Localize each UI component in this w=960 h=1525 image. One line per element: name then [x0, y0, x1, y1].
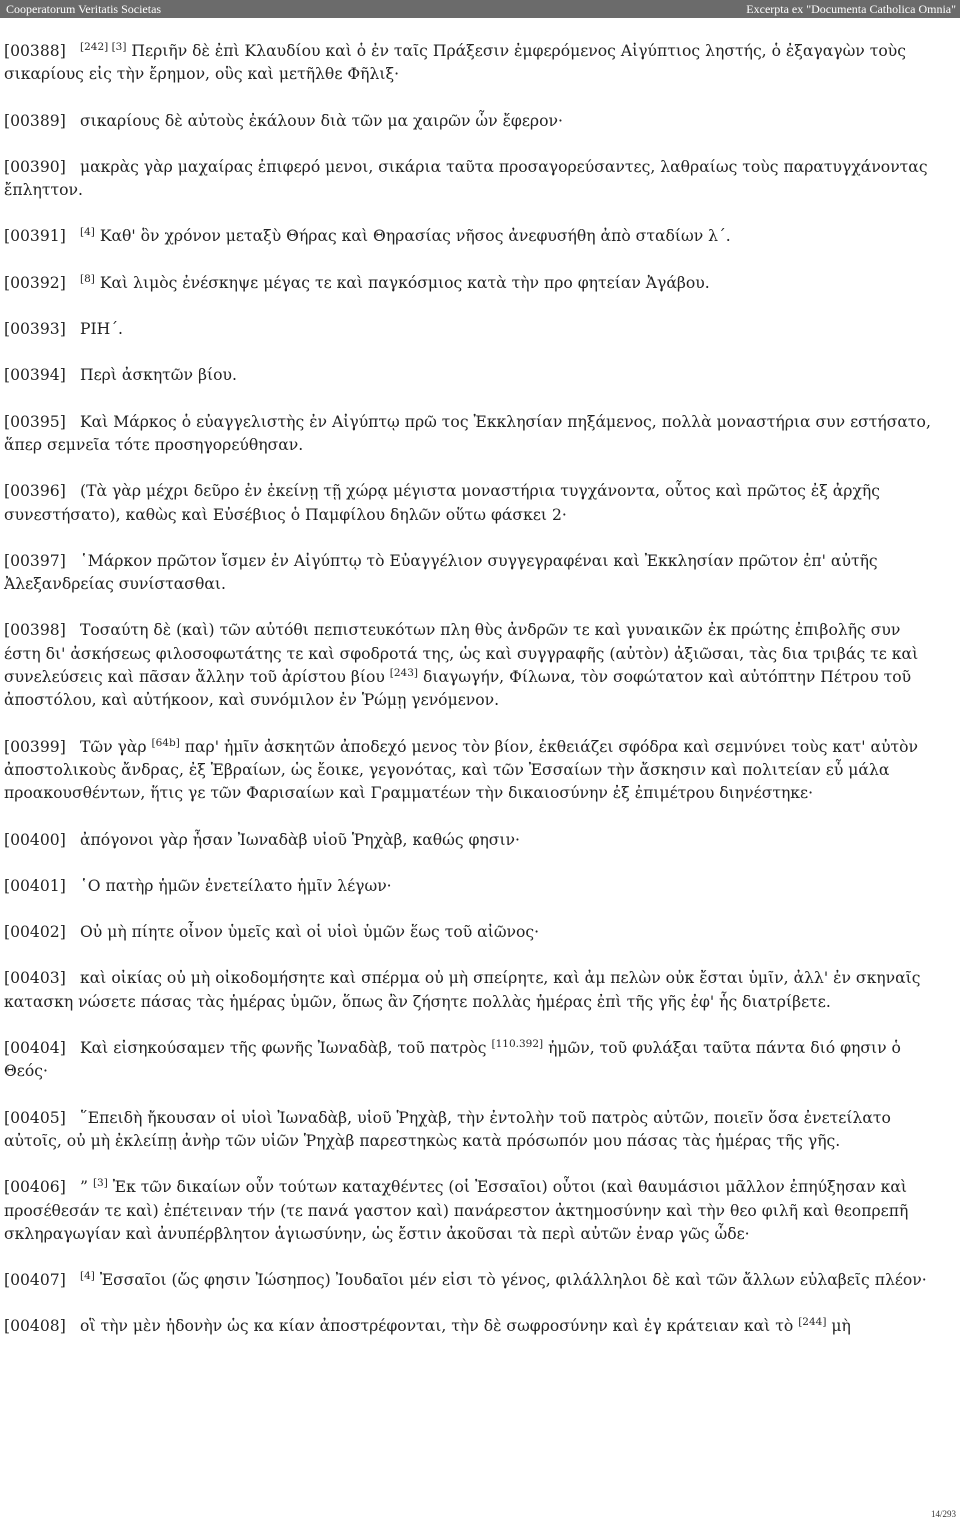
- paragraph-number: [00399]: [4, 737, 66, 756]
- paragraph-number: [00389]: [4, 111, 66, 130]
- paragraph-number: [00404]: [4, 1039, 66, 1058]
- paragraph-number: [00394]: [4, 366, 66, 385]
- paragraph: [4, 156, 934, 203]
- paragraph: [4, 225, 934, 248]
- header-source-title: Cooperatorum Veritatis Societas: [6, 2, 162, 16]
- paragraph-number: [00403]: [4, 969, 66, 988]
- paragraph-number: [00391]: [4, 227, 66, 246]
- paragraph-text: Τοσαύτη δὲ (καὶ) τῶν αὐτόθι πεπιστευκότων πλη θὺς ἀνδρῶν τε καὶ γυναικῶν ἐκ πρώτης ἐπιβολῆς συν έστη δι' ἀσκήσεως φιλοσοφωτάτης τε καὶ σφοδροτά της, ὡς καὶ συγγραφῆς (αὐτὸν) ἀξιῶσαι, τὰς δια τριβάς τε καὶ συνελεύσεις καὶ πᾶσαν ἄλλην τοῦ ἀρίστου βίου: [4, 621, 919, 687]
- paragraph-text: ῾Ο πατὴρ ἡμῶν ἐνετείλατο ἡμῖν λέγων·: [80, 876, 392, 895]
- paragraph: [4, 1176, 934, 1246]
- paragraph-text: Καθ' ὃν χρόνον μεταξὺ Θήρας καὶ Θηρασίας νῆσος ἀνεφυσήθη ἀπὸ σταδίων λ΄.: [94, 227, 731, 246]
- paragraph-number: [00408]: [4, 1317, 66, 1336]
- paragraph-number: [00405]: [4, 1108, 66, 1127]
- paragraph-number: [00407]: [4, 1271, 66, 1290]
- paragraph-text: ἡμῶν, τοῦ φυλάξαι ταῦτα πάντα διό φησιν ὁ Θεός·: [4, 1039, 901, 1081]
- paragraph: [4, 967, 934, 1014]
- paragraph: [4, 619, 934, 712]
- paragraph: [4, 480, 934, 527]
- paragraph: [4, 550, 934, 597]
- paragraph-text: μὴ: [826, 1317, 851, 1336]
- paragraph-text: ῾Μάρκον πρῶτον ἴσμεν ἐν Αἰγύπτῳ τὸ Εὐαγγέλιον συγγεγραφέναι καὶ Ἐκκλησίαν πρῶτον ἐπ' αὐτῆς Ἀλεξανδρείας συνίστασθαι.: [4, 551, 878, 594]
- paragraph: [4, 1269, 934, 1292]
- page-reference: [110.392]: [491, 1037, 544, 1050]
- paragraph-number: [00388]: [4, 42, 66, 60]
- paragraph: [4, 829, 934, 852]
- page-reference: [4]: [80, 226, 95, 239]
- paragraph-text: Οὐ μὴ πίητε οἶνον ὑμεῖς καὶ οἱ υἱοὶ ὑμῶν ἕως τοῦ αἰῶνος·: [80, 923, 540, 942]
- paragraph-text: μακρὰς γὰρ μαχαίρας ἐπιφερό μενοι, σικάρια ταῦτα προσαγορεύσαντες, λαθραίως τοὺς παρατυγχάνοντας ἔπληττον.: [4, 157, 928, 200]
- paragraph-text: Καὶ Μάρκος ὁ εὐαγγελιστὴς ἐν Αἰγύπτῳ πρῶ τος Ἐκκλησίαν πηξάμενος, πολλὰ μοναστήρια συν εστήσατο, ἅπερ σεμνεῖα τότε προσηγορεύθησαν.: [4, 412, 931, 454]
- paragraph-number: [00396]: [4, 482, 66, 501]
- paragraph-text: Ἐκ τῶν δικαίων οὖν τούτων καταχθέντες (οἱ Ἐσσαῖοι) οὗτοι (καὶ θαυμάσιοι μᾶλλον ἐπηύξησαν καὶ προσέθεσάν τε καὶ) ἐπέτειναν τήν (τε πανά γαστον καὶ) πανάρεστον ἀκτημοσύνην καὶ τὴν θεο φιλῆ καὶ θεοπρεπῆ σκληραγωγίαν καὶ ἀνυπέρβλητον ἁγιωσύνην, ὡς ἔστιν ἀκοῦσαι τὰ περὶ αὐτῶν ἐναρ γῶς ὧδε·: [4, 1178, 909, 1243]
- page-number: 14/293: [930, 1509, 956, 1519]
- paragraph: [4, 110, 934, 133]
- paragraph-text: (Τὰ γὰρ μέχρι δεῦρο ἐν ἐκείνῃ τῇ χώρᾳ μέγιστα μοναστήρια τυγχάνοντα, οὗτος καὶ πρῶτος ἐξ ἀρχῆς συνεστήσατο), καθὼς καὶ Εὐσέβιος ὁ Παμφίλου δηλῶν οὕτω φάσκει 2·: [4, 482, 880, 524]
- paragraph-text: Περὶ ἀσκητῶν βίου.: [80, 366, 237, 385]
- document-body: [4, 40, 934, 1362]
- header-bar: [0, 0, 960, 18]
- paragraph: [4, 272, 934, 295]
- paragraph: [4, 411, 934, 458]
- paragraph-number: [00402]: [4, 923, 66, 942]
- paragraph: [4, 736, 934, 806]
- paragraph-text: Περιῆν δὲ ἐπὶ Κλαυδίου καὶ ὁ ἐν ταῖς Πράξεσιν ἐμφερόμενος Αἰγύπτιος ληστής, ὁ ἐξαγαγὼν τοὺς σικαρίους εἰς τὴν ἔρημον, οὓς καὶ μετῆλθε Φῆλιξ·: [4, 42, 906, 84]
- header-excerpt-note: Excerpta ex "Documenta Catholica Omnia": [746, 2, 956, 16]
- page-reference: [64b]: [151, 736, 180, 749]
- paragraph-number: [00390]: [4, 157, 66, 176]
- page-reference: [3]: [92, 1177, 108, 1190]
- paragraph: [4, 921, 934, 944]
- page-reference: [4]: [80, 1269, 95, 1282]
- paragraph-number: [00395]: [4, 412, 66, 431]
- paragraph-text: ῞Επειδὴ ἤκουσαν οἱ υἱοὶ Ἰωναδὰβ, υἱοῦ Ῥηχὰβ, τὴν ἐντολὴν τοῦ πατρὸς αὐτῶν, ποιεῖν ὅσα ἐνετείλατο αὐτοῖς, οὐ μὴ ἐκλείπῃ ἀνὴρ τῶν υἱῶν Ῥηχὰβ παρεστηκὼς κατὰ πρόσωπόν μου πάσας τὰς ἡμέρας τῆς γῆς.: [4, 1108, 891, 1150]
- paragraph-number: [00406]: [4, 1178, 66, 1197]
- paragraph-text: ”: [80, 1178, 93, 1197]
- paragraph-number: [00392]: [4, 273, 66, 292]
- page-reference: [244]: [798, 1316, 827, 1329]
- paragraph-text: Καὶ λιμὸς ἐνέσκηψε μέγας τε καὶ παγκόσμιος κατὰ τὴν προ φητείαν Ἀγάβου.: [94, 273, 710, 292]
- paragraph-number: [00401]: [4, 876, 66, 895]
- paragraph: [4, 318, 934, 341]
- paragraph-number: [00398]: [4, 621, 66, 640]
- paragraph-text: διαγωγήν, Φίλωνα, τὸν σοφώτατον καὶ αὐτόπτην Πέτρου τοῦ ἀποστόλου, καὶ αὐτήκοον, καὶ συνόμιλον ἐν Ῥώμῃ γενόμενον.: [4, 668, 912, 710]
- page-reference: [8]: [80, 272, 95, 285]
- paragraph-text: παρ' ἡμῖν ἀσκητῶν ἀποδεχό μενος τὸν βίον, ἐκθειάζει σφόδρα καὶ σεμνύνει τοὺς κατ' αὐτὸν ἀποστολικοὺς ἄνδρας, ἐξ Ἑβραίων, ὡς ἔοικε, γεγονότας, καὶ τῶν Ἐσσαίων τὴν ἄσκησιν καὶ πολιτείαν εὖ μάλα προακουσθέντων, ἥτις γε τῶν Φαρισαίων καὶ Γραμματέων τὴν δικαιοσύνην ἐξ ἐπιμέτρου διηνέστηκε·: [4, 737, 919, 803]
- paragraph-text: ἀπόγονοι γὰρ ἦσαν Ἰωναδὰβ υἱοῦ Ῥηχὰβ, καθώς φησιν·: [80, 830, 520, 849]
- page-reference: [242] [3]: [80, 40, 127, 53]
- paragraph-number: [00393]: [4, 320, 66, 339]
- paragraph-text: σικαρίους δὲ αὐτοὺς ἐκάλουν διὰ τῶν μα χαιρῶν ὧν ἔφερον·: [80, 111, 563, 130]
- paragraph-number: [00397]: [4, 551, 66, 570]
- paragraph: [4, 875, 934, 898]
- paragraph-text: Τῶν γὰρ: [80, 737, 152, 756]
- paragraph-text: οἳ τὴν μὲν ἡδονὴν ὡς κα κίαν ἀποστρέφονται, τὴν δὲ σωφροσύνην καὶ ἐγ κράτειαν καὶ τὸ: [80, 1317, 799, 1336]
- paragraph-text: ΡΙΗ΄.: [80, 320, 124, 339]
- page-reference: [243]: [389, 666, 419, 679]
- paragraph-number: [00400]: [4, 830, 66, 849]
- paragraph: [4, 1315, 934, 1338]
- paragraph: [4, 40, 934, 87]
- paragraph-text: καὶ οἰκίας οὐ μὴ οἰκοδομήσητε καὶ σπέρμα οὐ μὴ σπείρητε, καὶ ἀμ πελὼν οὐκ ἔσται ὑμῖν, ἀλλ' ἐν σκηναῖς κατασκη νώσετε πάσας τὰς ἡμέρας ὑμῶν, ὅπως ἂν ζήσητε πολλὰς ἡμέρας ἐπὶ τῆς γῆς ἐφ' ἧς διατρίβετε.: [4, 969, 921, 1011]
- paragraph: [4, 1037, 934, 1084]
- paragraph-text: Ἐσσαῖοι (ὥς φησιν Ἰώσηπος) Ἰουδαῖοι μέν εἰσι τὸ γένος, φιλάλληλοι δὲ καὶ τῶν ἄλλων εὐλαβεῖς πλέον·: [94, 1271, 927, 1290]
- paragraph: [4, 1107, 934, 1154]
- paragraph: [4, 364, 934, 387]
- paragraph-text: Καὶ εἰσηκούσαμεν τῆς φωνῆς Ἰωναδὰβ, τοῦ πατρὸς: [80, 1039, 492, 1058]
